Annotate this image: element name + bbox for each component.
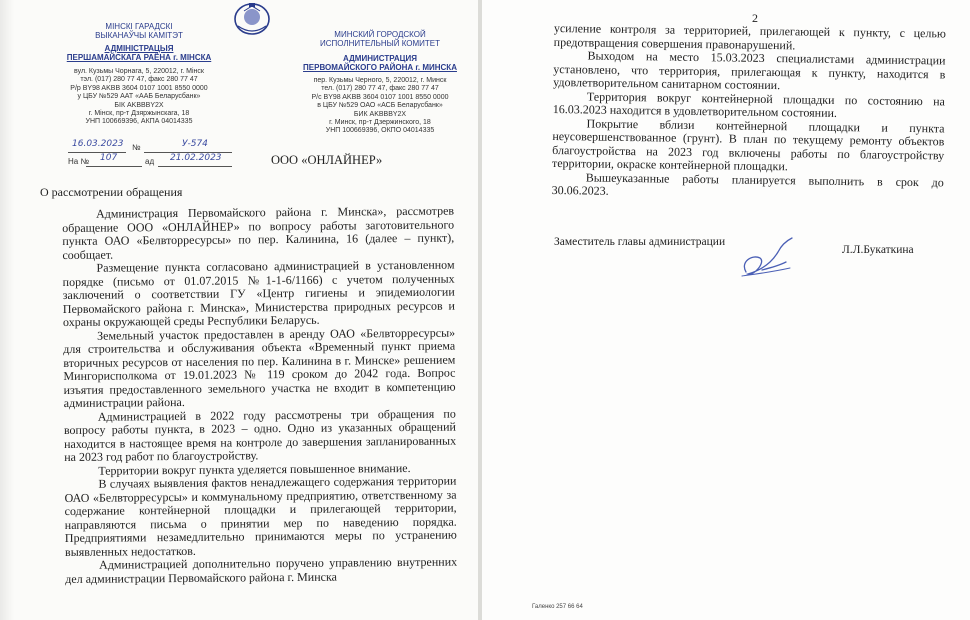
paragraph: усиление контроля за территорией, прилегающей к пункту, с целью предотвращения совершения правонарушений. <box>553 21 946 52</box>
paragraph: Администрация Первомайского района г. Минска», рассмотрев обращение ООО «ОНЛАЙНЕР» по вопросу работы заготовительного пункта ОАО «Белвторресурсы» по пер. Калинина, 16 (далее – пункт), сообщает. <box>62 203 455 262</box>
letterhead-ru-line2: ИСПОЛНИТЕЛЬНЫЙ КОМИТЕТ <box>319 39 441 48</box>
paragraph: Размещение пункта согласовано администрацией в установленном порядке (письмо от 01.07.2015 №1-1-6/1166) с учетом полученных заключений о соответствии ГУ «Центр гигиены и эпидемиологии Первомайского района г. Минска», Министерства природных ресурсов и охраны окружающей среды Республики Беларусь. <box>62 257 455 329</box>
reg-date: 16.03.2023 <box>72 139 124 149</box>
reg-date-line <box>68 152 126 153</box>
ad-date: 21.02.2023 <box>170 153 222 163</box>
paragraph: Вышеуказанные работы планируется выполнить в срок до 30.06.2023. <box>551 169 944 198</box>
paragraph: Покрытие вблизи контейнерной площадки и пункта неусовершенствованное (грунт). В план по текущему ремонту объектов благоустройства на 2023 год включены работы по благоустройству территории, окраске контейнерной площадки. <box>551 115 945 174</box>
letter-page-2 <box>482 0 970 620</box>
page-shadow <box>0 0 14 620</box>
addr-line: Р/р BY98 AKBB 3604 0107 1001 8550 0000 <box>70 84 208 92</box>
letterhead-russian <box>290 30 470 136</box>
paragraph: Территория вокруг контейнерной площадки по состоянию на 16.03.2023 находится в удовлетворительном состоянии. <box>552 88 946 120</box>
state-emblem-icon <box>232 2 272 36</box>
addr-line: у ЦБУ №529 ААТ «ААБ Беларусбанк» <box>77 93 201 101</box>
signature-scribble-icon <box>732 232 802 288</box>
addr-line: вул. Кузьмы Чорнага, 5, 220012, г. Мінск <box>74 68 204 75</box>
paragraph: Территории вокруг пункта уделяется повышенное внимание. <box>98 460 411 478</box>
subject: О рассмотрении обращения <box>40 185 183 199</box>
signature-position: Заместитель главы администрации <box>554 236 726 248</box>
letterhead-by-line2: ВЫКАНАЎЧЫ КАМІТЭТ <box>95 31 183 40</box>
letterhead-by-line1: МІНСКІ ГАРАДСКІ <box>105 22 173 31</box>
addr-line: тел. (017) 280 77 47, факс 280 77 47 <box>321 85 439 93</box>
letterhead-ru-org2: ПЕРВОМАЙСКОГО РАЙОНА г. МИНСКА <box>303 63 457 72</box>
reg-separator: № <box>132 143 141 152</box>
letterhead-ru-org1: АДМИНИСТРАЦИЯ <box>343 54 417 63</box>
na-number: 107 <box>100 153 118 163</box>
letterhead-belarusian <box>50 22 228 127</box>
addr-line: УНП 100669396, ОКПО 04014335 <box>325 127 435 135</box>
letter-page-1 <box>0 0 478 620</box>
na-label: На № <box>68 157 90 166</box>
ad-label: ад <box>145 157 155 166</box>
addr-line: БИК AKBBBY2X <box>353 110 407 118</box>
addr-line: пер. Кузьмы Черного, 5, 220012, г. Минск <box>313 77 447 84</box>
paragraph: Администрацией дополнительно поручено управлению внутренних дел администрации Первомайского района г. Минска <box>65 554 458 586</box>
addr-line: Р/с BY98 AKBB 3604 0107 1001 8550 0000 <box>311 93 449 101</box>
signature-name: Л.Л.Букаткина <box>842 244 914 256</box>
addr-line: г. Мінск, пр-т Дзяржынскага, 18 <box>88 110 190 118</box>
addr-line: г. Минск, пр-т Дзержинского, 18 <box>329 119 431 127</box>
paragraph: Выходом на место 15.03.2023 специалистами администрации установлено, что территория, прилегающая к пункту, находится в удовлетворительном санитарном состоянии. <box>553 48 946 93</box>
letterhead-ru-addr <box>290 77 470 136</box>
addr-line: в ЦБУ №529 ОАО «АСБ Беларусбанк» <box>317 102 443 110</box>
letterhead-by-addr <box>50 68 228 127</box>
letterhead-by-org1: АДМІНІСТРАЦЫЯ <box>104 44 174 53</box>
addr-line: УНП 100669396, АКПА 04014335 <box>85 118 193 126</box>
page1-body <box>62 205 457 586</box>
reg-number: У-574 <box>182 139 208 149</box>
recipient: ООО «ОНЛАЙНЕР» <box>271 153 383 167</box>
page2-body <box>552 22 946 203</box>
ad-line <box>158 166 232 167</box>
letterhead-by-org2: ПЕРШАМАЙСКАГА РАЁНА г. МІНСКА <box>66 53 212 62</box>
executor-note: Галенко 257 66 64 <box>532 604 583 610</box>
page-number: 2 <box>752 11 758 25</box>
paragraph: В случаях выявления фактов ненадлежащего содержания территории ОАО «Белвторресурсы» и коммунальному предприятию, ответственному за содержание контейнерной площадки и прилегающей территории, направляются письма о принятии мер по наведению порядка. Предприятиями незамедлительно принимаются меры по устранению выявленных недостатков. <box>64 473 457 559</box>
addr-line: тэл. (017) 280 77 47, факс 280 77 47 <box>80 76 198 84</box>
na-line <box>86 166 142 167</box>
paragraph: Земельный участок предоставлен в аренду ОАО «Белвторресурсы» для строительства и обслуживания объекта «Временный пункт приема вторичных ресурсов от населения по пер. Калинина в г. Минске» решением Мингорисполкома от 19.01.2023 № 119 сроком до 2042 года. Вопрос изъятия предоставленного земельного участка не входит в компетенцию администрации района. <box>63 325 456 410</box>
letterhead-ru-line1: МИНСКИЙ ГОРОДСКОЙ <box>334 30 426 39</box>
addr-line: БІК AKBBBY2X <box>114 101 164 109</box>
paragraph: Администрацией в 2022 году рассмотрены три обращения по вопросу работы пункта, в 2023 – одно. Одно из указанных обращений находится в настоящее время на контроле до завершения запланированных на 2023 год работ по благоустройству. <box>63 406 457 464</box>
